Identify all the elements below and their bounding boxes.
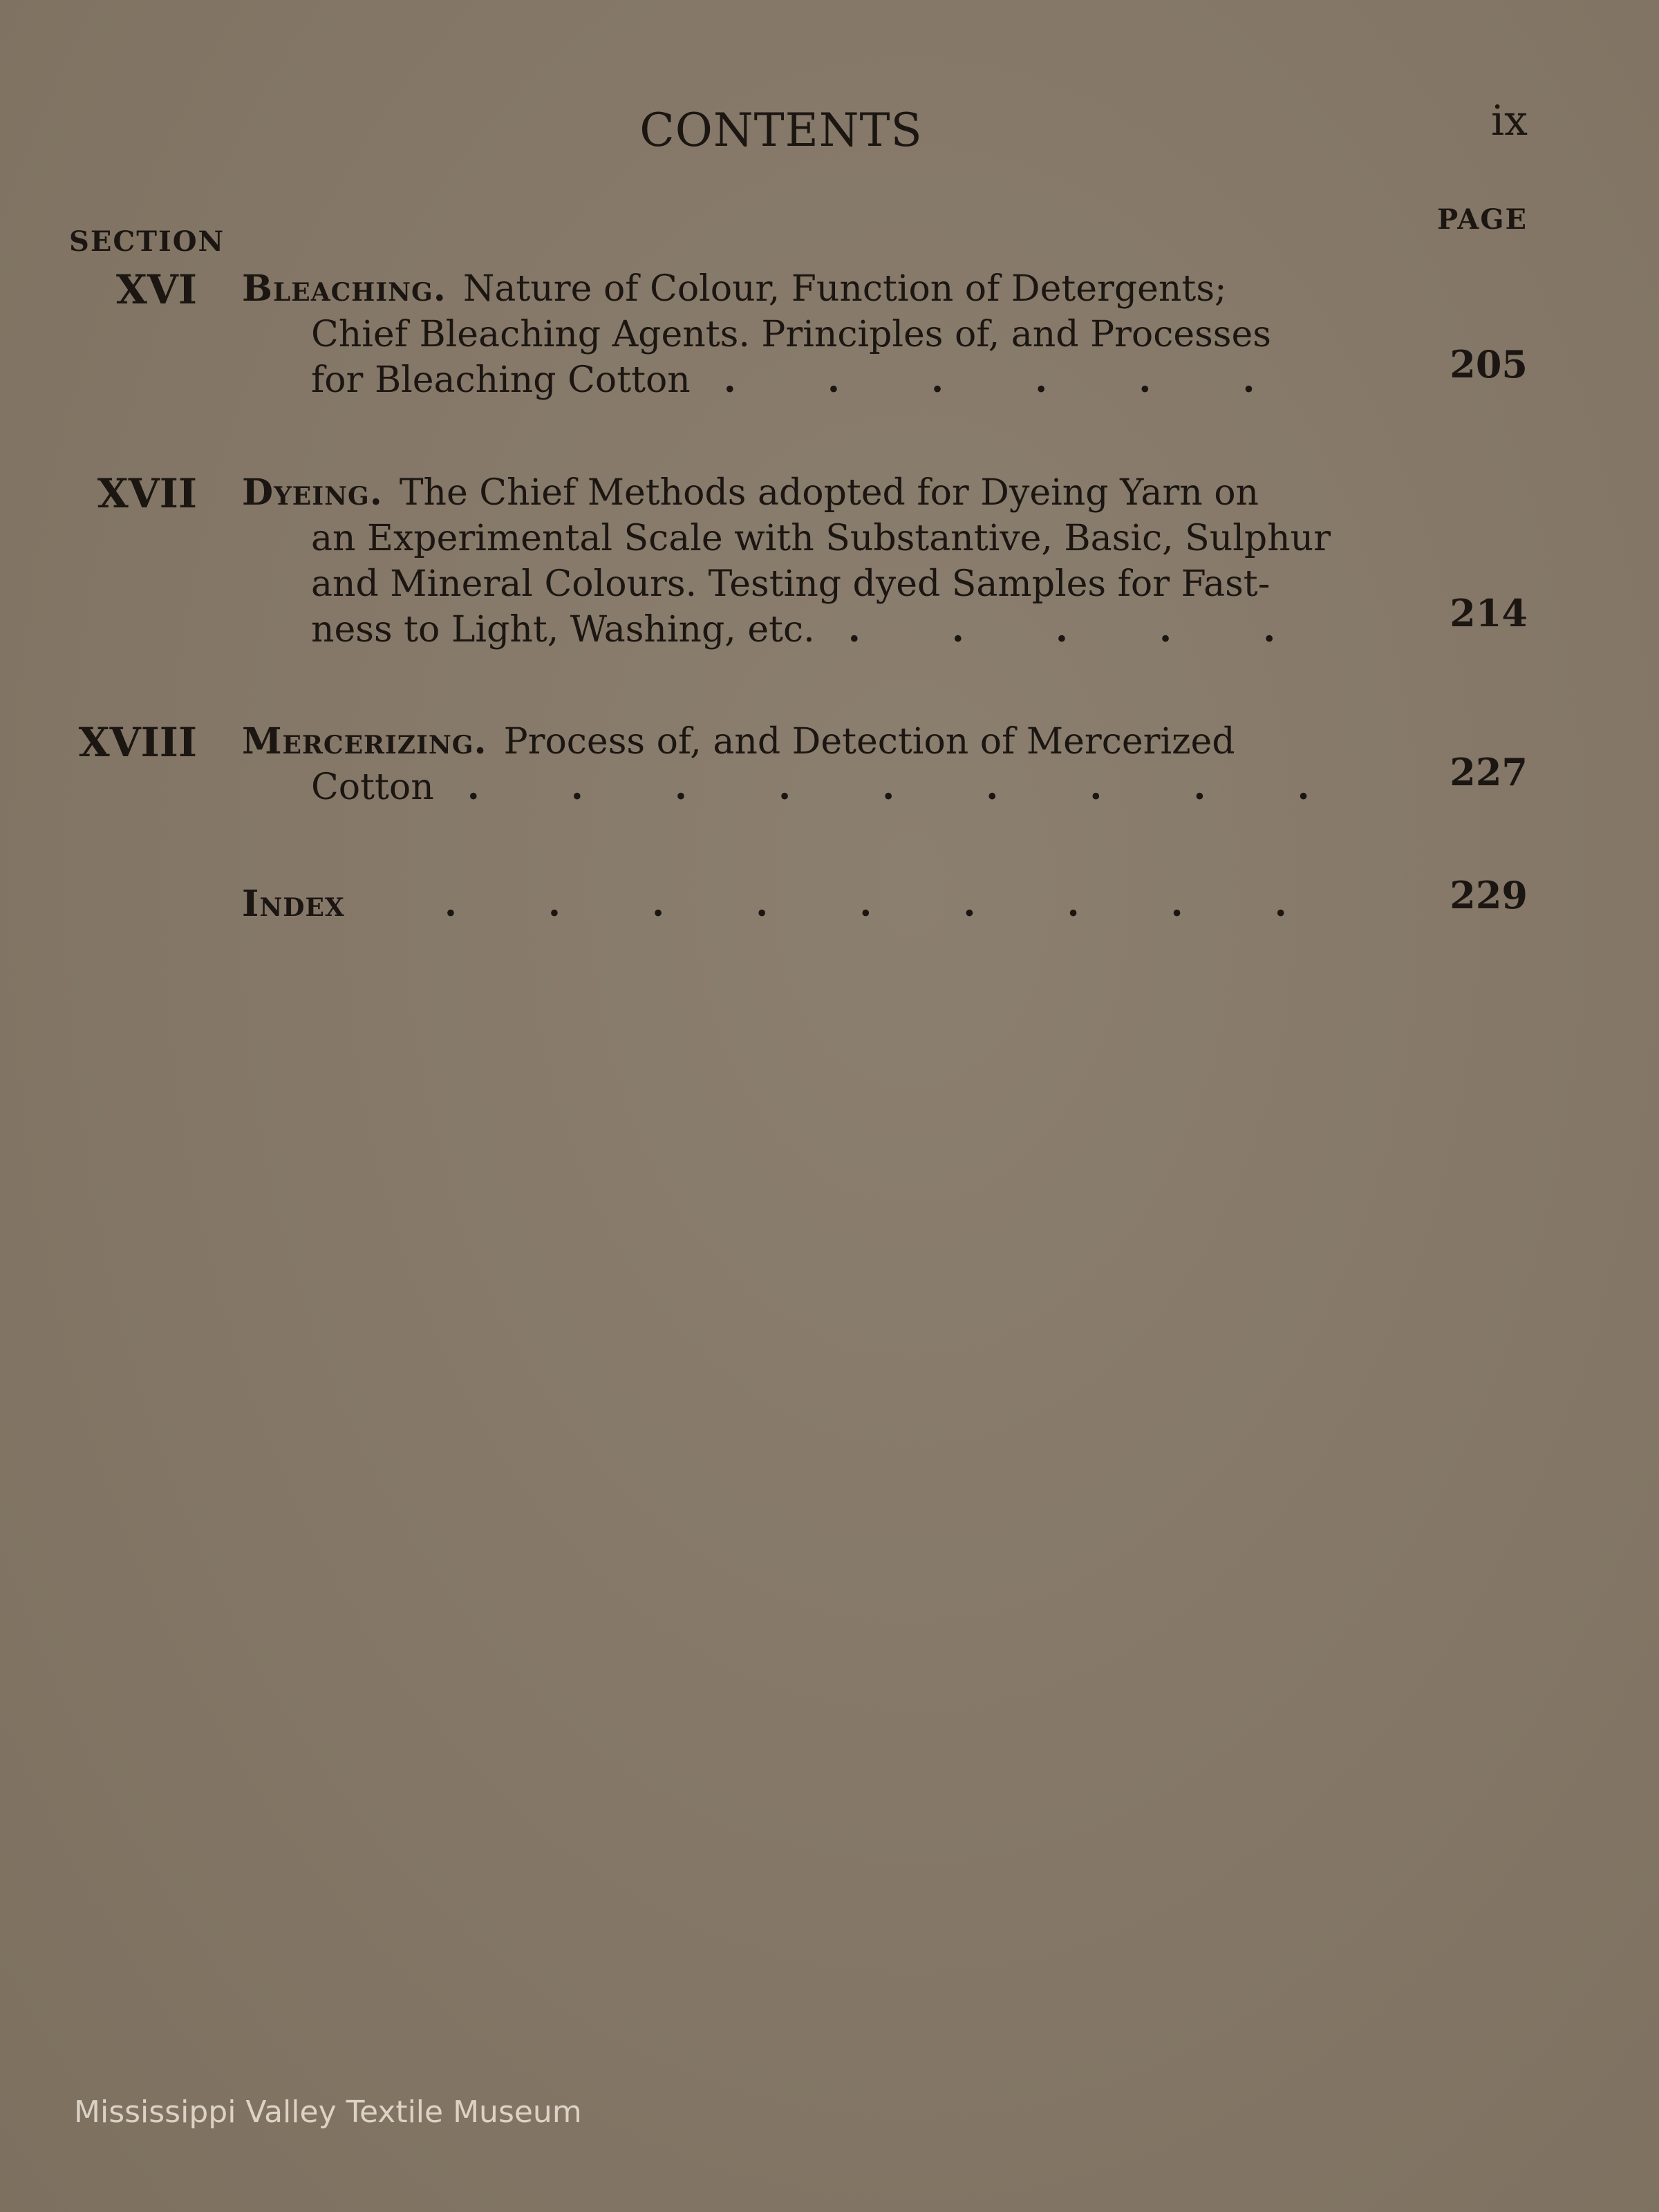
entry-text [242,266,1417,403]
entry-line [242,470,1417,516]
entry-line: Chief Bleaching Agents. Principles of, and Processes [311,314,1271,355]
page-reference: 214 [1450,591,1528,635]
entry-line-text: Nature of Colour, Function of Detergents; [462,268,1227,310]
section-numeral: XVI [115,266,197,313]
entry-line-text: ness to Light, Washing, etc. [311,609,815,650]
page-column-heading: PAGE [1437,203,1528,236]
entry-line-text: Cotton [311,767,434,808]
entry-line-text: The Chief Methods adopted for Dyeing Yarn on [399,472,1259,514]
entry-heading: Bleaching. [242,268,447,310]
section-column-heading: SECTION [69,225,225,258]
entry-line [242,607,1417,653]
entry-line [242,765,1417,810]
dot-leader: ...... [723,359,1347,401]
page-reference: 227 [1450,750,1528,794]
entry-line [242,266,1417,312]
entry-line-text: for Bleaching Cotton [311,359,691,401]
entry-line: and Mineral Colours. Testing dyed Samples for Fast- [311,563,1271,605]
dot-leader: ..... [847,608,1367,650]
entry-heading: Mercerizing. [242,720,487,762]
entry-line [242,881,1417,927]
page-title: CONTENTS [639,104,923,157]
entry-text [242,470,1417,653]
entry-text [242,881,1417,927]
page-number: ix [1490,97,1528,145]
entry-text [242,719,1417,810]
entry-line [242,357,1417,403]
section-numeral: XVIII [78,719,197,766]
entry-line-text: Process of, and Detection of Mercerized [503,721,1235,762]
page-reference: 205 [1450,342,1528,386]
entry-heading: Index [242,883,345,925]
entry-line: an Experimental Scale with Substantive, Basic, Sulphur [311,518,1331,559]
watermark-credit: Mississippi Valley Textile Museum [74,2094,582,2130]
dot-leader: ......... [444,883,1378,925]
section-numeral: XVII [97,470,197,517]
entry-line [242,719,1417,765]
page-reference: 229 [1450,873,1528,917]
entry-heading: Dyeing. [242,471,383,514]
dot-leader: ......... [467,766,1401,808]
